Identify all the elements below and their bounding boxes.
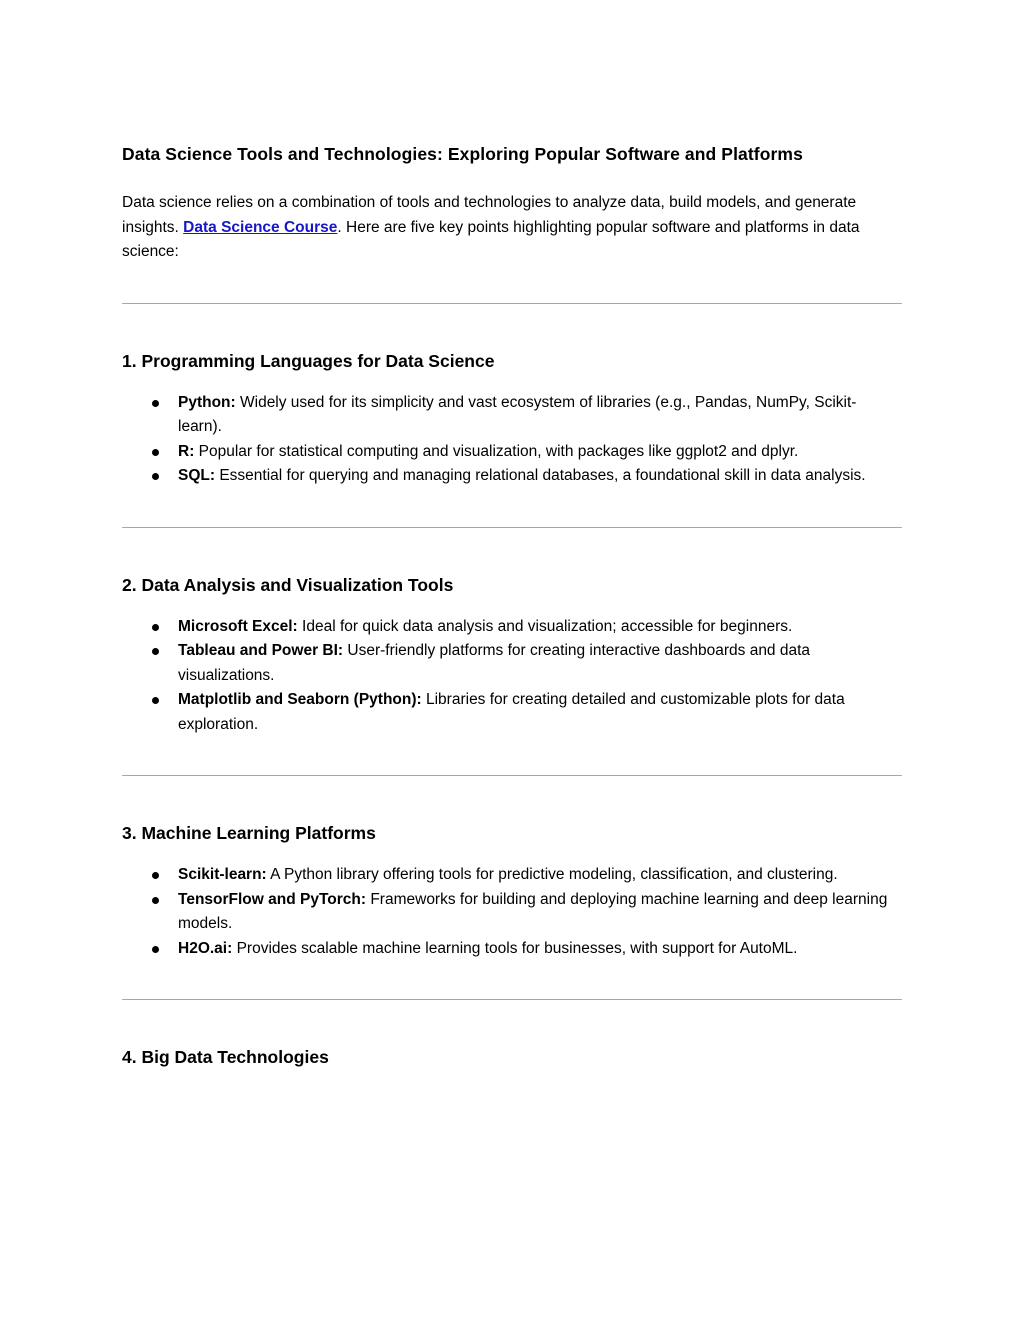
section-heading: 4. Big Data Technologies (122, 1047, 329, 1067)
list-item-term: Scikit-learn: (178, 866, 267, 883)
section-programming-languages (122, 349, 900, 489)
intro-paragraph (122, 191, 882, 265)
list-item-term: Python: (178, 393, 236, 411)
section-heading: 1. Programming Languages for Data Science (122, 350, 495, 371)
list-item-description: Libraries for creating detailed and customizable plots for data exploration. (178, 691, 845, 733)
section-heading: 2. Data Analysis and Visualization Tools (122, 574, 454, 595)
section-divider (122, 999, 902, 1000)
divider-wrapper-3 (122, 737, 900, 776)
section-machine-learning-platforms (122, 821, 900, 961)
list-item-description: A Python library offering tools for predictive modeling, classification, and clustering. (266, 866, 838, 883)
list-item-description: Ideal for quick data analysis and visualization; accessible for beginners. (297, 617, 793, 635)
list-item-description: Popular for statistical computing and visualization, with packages like ggplot2 and dplyr. (194, 442, 799, 460)
list-item-description: User-friendly platforms for creating interactive dashboards and data visualizations. (178, 642, 811, 684)
list-item (122, 391, 900, 440)
list-item-term: R: (178, 442, 195, 460)
section-bullet-list (122, 863, 900, 961)
list-item (122, 937, 900, 962)
section-divider (122, 775, 902, 776)
section-big-data-technologies (122, 1045, 900, 1069)
list-item-term: H2O.ai: (178, 939, 233, 957)
list-item-term: TensorFlow and PyTorch: (178, 890, 367, 908)
divider-wrapper-4 (122, 961, 900, 1000)
data-science-course-link[interactable]: Data Science Course (183, 218, 338, 236)
list-item (122, 688, 900, 737)
list-item-term: Tableau and Power BI: (178, 642, 344, 659)
section-divider (122, 527, 902, 528)
list-item-description: Provides scalable machine learning tools for businesses, with support for AutoML. (232, 939, 798, 957)
list-item (122, 863, 900, 888)
list-item-term: Matplotlib and Seaborn (Python): (178, 691, 422, 708)
divider-wrapper-2 (122, 489, 900, 528)
list-item (122, 888, 900, 937)
list-item-term: SQL: (178, 467, 216, 484)
divider-wrapper-1 (122, 265, 900, 304)
intro-text-after-link: . Here are five key points highlighting popular software and platforms in data science: (122, 218, 860, 260)
list-item (122, 615, 900, 640)
list-item-description: Widely used for its simplicity and vast ecosystem of libraries (e.g., Pandas, NumPy, Scikit-learn). (178, 393, 857, 435)
list-item (122, 440, 900, 465)
section-bullet-list (122, 615, 900, 738)
list-item-description: Frameworks for building and deploying machine learning and deep learning models. (178, 890, 888, 932)
list-item (122, 639, 900, 688)
section-bullet-list (122, 391, 900, 489)
intro-text-before-link: Data science relies on a combination of tools and technologies to analyze data, build models, and generate insights. (122, 194, 857, 236)
section-divider (122, 303, 902, 304)
list-item-term: Microsoft Excel: (178, 617, 298, 635)
section-heading: 3. Machine Learning Platforms (122, 823, 376, 843)
list-item-description: Essential for querying and managing relational databases, a foundational skill in data analysis. (215, 467, 866, 484)
section-data-analysis-visualization (122, 573, 900, 738)
list-item (122, 464, 900, 489)
page-title: Data Science Tools and Technologies: Exploring Popular Software and Platforms (122, 144, 803, 164)
